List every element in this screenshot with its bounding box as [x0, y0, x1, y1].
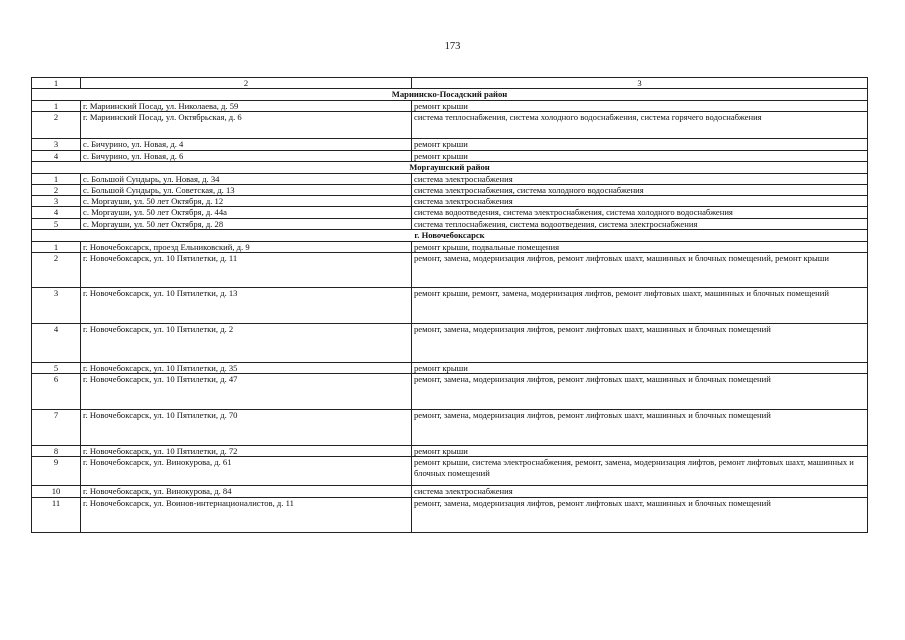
table-row	[32, 497, 868, 532]
table-row	[32, 374, 868, 410]
district-heading-row	[32, 89, 868, 101]
address-cell: г. Новочебоксарск, ул. 10 Пятилетки, д. 35	[81, 363, 412, 374]
address-cell: г. Новочебоксарск, проезд Ельниковский, д. 9	[81, 241, 412, 252]
table-row	[32, 253, 868, 288]
row-number: 9	[32, 457, 81, 486]
address-cell: г. Новочебоксарск, ул. 10 Пятилетки, д. 47	[81, 374, 412, 410]
address-cell: г. Мариинский Посад, ул. Николаева, д. 59	[81, 101, 412, 112]
table-row	[32, 207, 868, 218]
table-row	[32, 218, 868, 229]
district-heading: Мариинско-Посадский район	[32, 89, 868, 101]
table-row	[32, 185, 868, 196]
address-cell: с. Моргауши, ул. 50 лет Октября, д. 44а	[81, 207, 412, 218]
row-number: 5	[32, 363, 81, 374]
column-number-1: 1	[32, 78, 81, 89]
column-number-3: 3	[412, 78, 868, 89]
table-row	[32, 150, 868, 161]
row-number: 11	[32, 497, 81, 532]
table-row	[32, 324, 868, 363]
district-heading: г. Новочебоксарск	[32, 229, 868, 241]
address-cell: с. Бичурино, ул. Новая, д. 4	[81, 139, 412, 150]
work-type-cell: система электроснабжения	[412, 196, 868, 207]
table-row	[32, 486, 868, 497]
row-number: 1	[32, 101, 81, 112]
column-number-2: 2	[81, 78, 412, 89]
row-number: 7	[32, 410, 81, 446]
row-number: 1	[32, 173, 81, 184]
table-row	[32, 241, 868, 252]
table-row	[32, 112, 868, 139]
page-number: 173	[444, 41, 461, 52]
address-cell: г. Мариинский Посад, ул. Октябрьская, д. 6	[81, 112, 412, 139]
address-cell: с. Большой Сундырь, ул. Советская, д. 13	[81, 185, 412, 196]
address-cell: г. Новочебоксарск, ул. 10 Пятилетки, д. 13	[81, 288, 412, 324]
work-type-cell: ремонт крыши	[412, 101, 868, 112]
row-number: 3	[32, 288, 81, 324]
table-row	[32, 101, 868, 112]
address-cell: с. Большой Сундырь, ул. Новая, д. 34	[81, 173, 412, 184]
row-number: 6	[32, 374, 81, 410]
table-row	[32, 173, 868, 184]
address-cell: г. Новочебоксарск, ул. Винокурова, д. 61	[81, 457, 412, 486]
table-row	[32, 196, 868, 207]
work-type-cell: ремонт, замена, модернизация лифтов, ремонт лифтовых шахт, машинных и блочных помещений	[412, 374, 868, 410]
work-type-cell: система электроснабжения	[412, 486, 868, 497]
row-number: 2	[32, 185, 81, 196]
work-type-cell: ремонт крыши, ремонт, замена, модернизация лифтов, ремонт лифтовых шахт, машинных и блочных помещений	[412, 288, 868, 324]
work-type-cell: ремонт крыши	[412, 150, 868, 161]
row-number: 8	[32, 446, 81, 457]
work-type-cell: ремонт, замена, модернизация лифтов, ремонт лифтовых шахт, машинных и блочных помещений	[412, 410, 868, 446]
address-cell: г. Новочебоксарск, ул. 10 Пятилетки, д. 2	[81, 324, 412, 363]
table-row	[32, 288, 868, 324]
work-type-cell: ремонт, замена, модернизация лифтов, ремонт лифтовых шахт, машинных и блочных помещений, ремонт крыши	[412, 253, 868, 288]
district-heading: Моргаушский район	[32, 161, 868, 173]
table-row	[32, 410, 868, 446]
work-type-cell: ремонт, замена, модернизация лифтов, ремонт лифтовых шахт, машинных и блочных помещений	[412, 324, 868, 363]
row-number: 1	[32, 241, 81, 252]
work-type-cell: система электроснабжения, система холодного водоснабжения	[412, 185, 868, 196]
address-cell: г. Новочебоксарск, ул. 10 Пятилетки, д. 11	[81, 253, 412, 288]
address-cell: с. Моргауши, ул. 50 лет Октября, д. 28	[81, 218, 412, 229]
work-type-cell: ремонт, замена, модернизация лифтов, ремонт лифтовых шахт, машинных и блочных помещений	[412, 497, 868, 532]
row-number: 4	[32, 324, 81, 363]
row-number: 4	[32, 207, 81, 218]
district-heading-row	[32, 161, 868, 173]
work-type-cell: ремонт крыши, подвальные помещения	[412, 241, 868, 252]
address-cell: г. Новочебоксарск, ул. 10 Пятилетки, д. 72	[81, 446, 412, 457]
work-type-cell: система теплоснабжения, система водоотведения, система электроснабжения	[412, 218, 868, 229]
table-row	[32, 457, 868, 486]
work-type-cell: ремонт крыши	[412, 363, 868, 374]
row-number: 4	[32, 150, 81, 161]
address-cell: г. Новочебоксарск, ул. Винокурова, д. 84	[81, 486, 412, 497]
address-cell: с. Бичурино, ул. Новая, д. 6	[81, 150, 412, 161]
repair-schedule-table	[31, 77, 868, 533]
work-type-cell: система электроснабжения	[412, 173, 868, 184]
row-number: 5	[32, 218, 81, 229]
row-number: 3	[32, 196, 81, 207]
work-type-cell: ремонт крыши	[412, 139, 868, 150]
row-number: 10	[32, 486, 81, 497]
work-type-cell: ремонт крыши	[412, 446, 868, 457]
table-row	[32, 363, 868, 374]
table-body	[32, 89, 868, 532]
row-number: 2	[32, 253, 81, 288]
column-number-row	[32, 78, 868, 89]
work-type-cell: система теплоснабжения, система холодного водоснабжения, система горячего водоснабжения	[412, 112, 868, 139]
work-type-cell: система водоотведения, система электроснабжения, система холодного водоснабжения	[412, 207, 868, 218]
work-type-cell: ремонт крыши, система электроснабжения, ремонт, замена, модернизация лифтов, ремонт лифтовых шахт, машинных и блочных помещений	[412, 457, 868, 486]
district-heading-row	[32, 229, 868, 241]
row-number: 2	[32, 112, 81, 139]
address-cell: с. Моргауши, ул. 50 лет Октября, д. 12	[81, 196, 412, 207]
table-row	[32, 446, 868, 457]
address-cell: г. Новочебоксарск, ул. 10 Пятилетки, д. 70	[81, 410, 412, 446]
table-row	[32, 139, 868, 150]
row-number: 3	[32, 139, 81, 150]
address-cell: г. Новочебоксарск, ул. Воинов-интернационалистов, д. 11	[81, 497, 412, 532]
